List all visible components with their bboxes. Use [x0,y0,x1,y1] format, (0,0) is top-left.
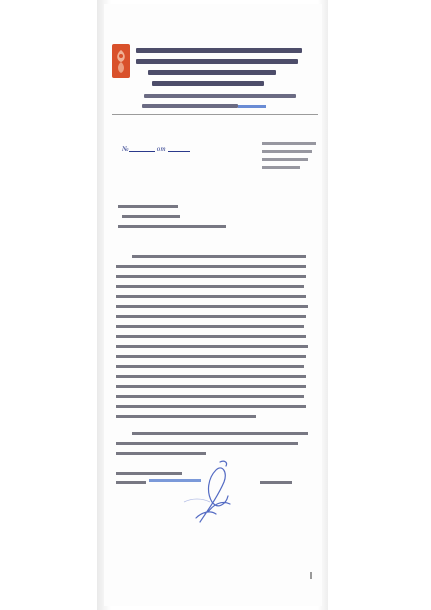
registration-prefix: № [122,145,129,153]
letterhead-divider [112,114,318,115]
handwritten-date [168,146,190,152]
registration-connector: от [156,145,166,153]
page-number-mark [310,572,312,579]
document-page [104,4,322,606]
handwritten-number [129,146,155,152]
logo-emblem-icon [112,44,130,78]
handwritten-signature-icon [178,452,238,532]
letterhead-email-link[interactable] [238,105,266,108]
registration-number [122,145,190,153]
organization-logo [112,44,130,78]
